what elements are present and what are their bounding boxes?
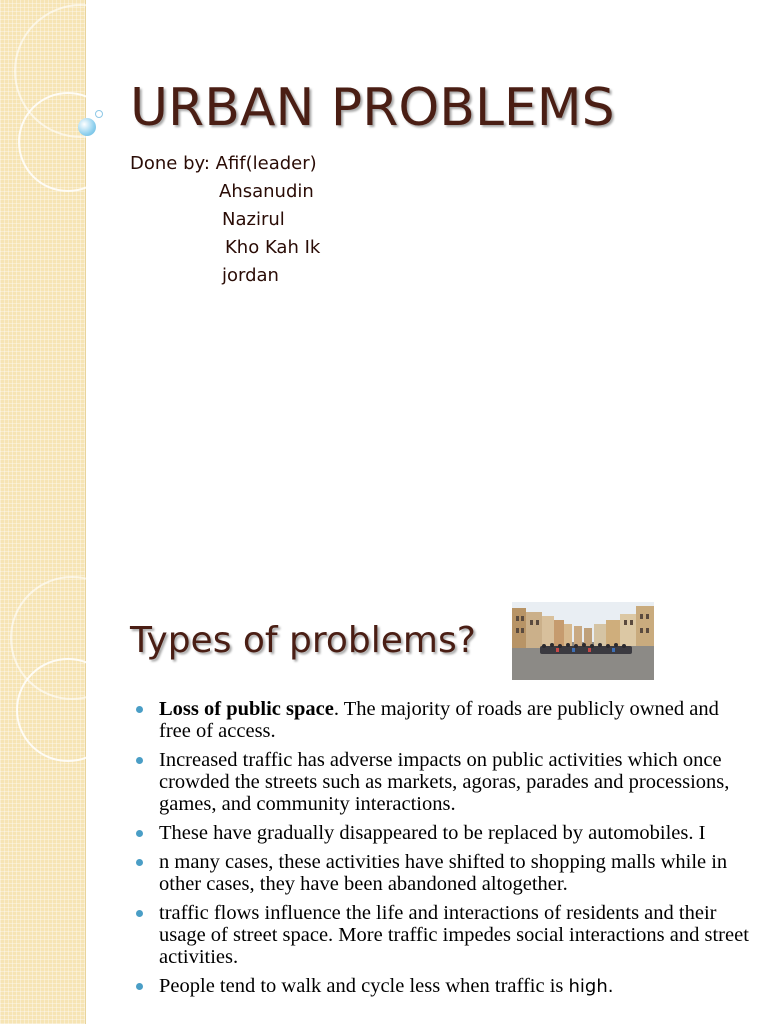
bullet-text: Increased traffic has adverse impacts on public activities which once crowded the streets such as markets, agoras, parades and processions, games, and community interactions. (159, 749, 730, 815)
list-item (134, 975, 754, 998)
member-name: Ahsanudin (219, 181, 314, 202)
bullet-text: . The majority of roads are publicly owned and free of access. (159, 698, 719, 742)
list-item (134, 698, 754, 742)
decorative-side-band (0, 0, 86, 576)
bullet-text: People tend to walk and cycle less when traffic is (159, 975, 569, 997)
member-name: jordan (222, 265, 279, 286)
member-name: Nazirul (222, 209, 285, 230)
bullet-bold-text: Loss of public space (159, 698, 334, 720)
bullet-text: n many cases, these activities have shifted to shopping malls while in other cases, they have been abandoned altogether. (159, 851, 728, 895)
problems-list (134, 698, 754, 1005)
done-by-label: Done by: Afif(leader) (130, 153, 317, 174)
decorative-swirl (18, 92, 118, 192)
town-square-photo (512, 602, 654, 680)
list-item (134, 902, 754, 968)
content-slide (0, 576, 768, 1024)
decorative-bubble (78, 118, 96, 136)
list-item (134, 851, 754, 895)
slide-title: Types of problems? (130, 620, 476, 661)
list-item (134, 749, 754, 815)
bullet-text: These have gradually disappeared to be replaced by automobiles. I (159, 822, 706, 844)
members-list (130, 150, 320, 290)
member-name: Kho Kah Ik (225, 237, 321, 258)
list-item (134, 822, 754, 844)
decorative-side-band (0, 576, 86, 1024)
bullet-text: traffic flows influence the life and interactions of residents and their usage of street space. More traffic impedes social interactions and street activities. (159, 902, 749, 968)
bullet-text-tail: high. (568, 976, 614, 997)
slide-title: URBAN PROBLEMS (130, 78, 615, 138)
decorative-swirl (16, 658, 120, 762)
decorative-bubble (95, 110, 103, 118)
